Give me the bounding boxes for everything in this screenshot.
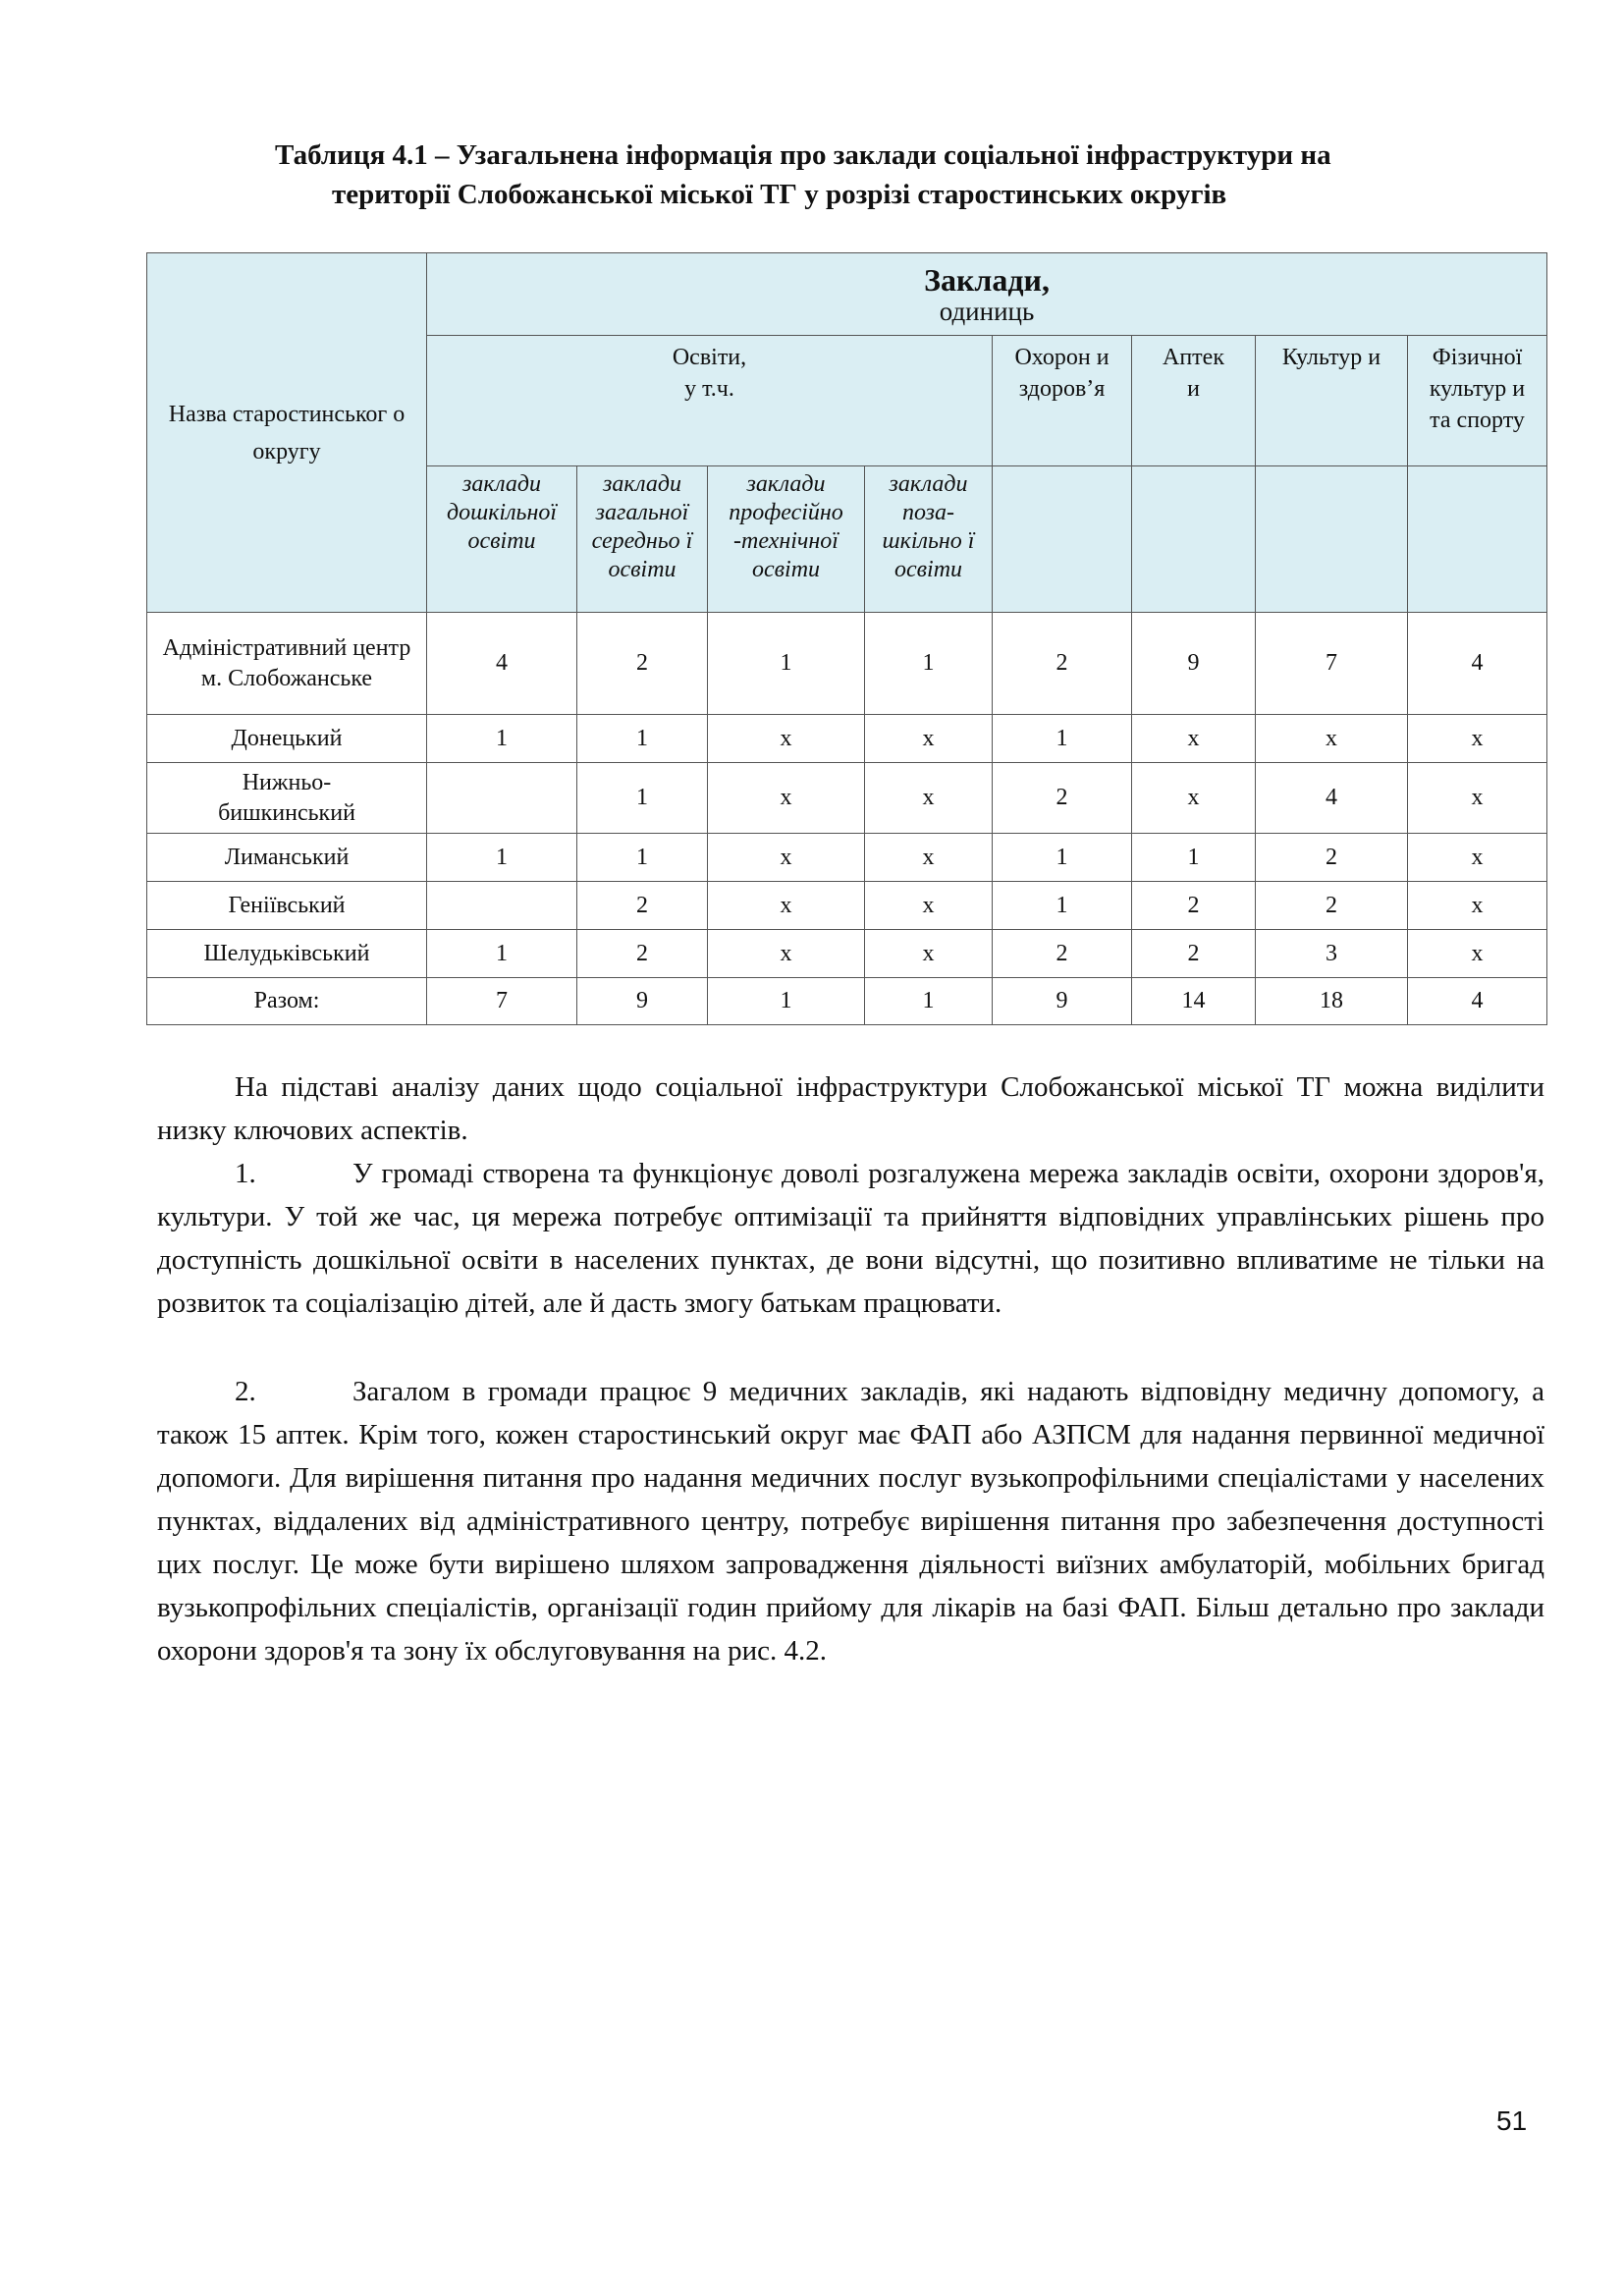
cell-pharmacies: 2 bbox=[1132, 882, 1256, 930]
cell-pharmacies: 9 bbox=[1132, 613, 1256, 715]
list-number: 2. bbox=[235, 1376, 256, 1407]
header-extracurricular-label: заклади поза-шкільно ї освіти bbox=[882, 471, 975, 582]
table-row bbox=[147, 930, 1547, 978]
cell-vocational: х bbox=[708, 715, 865, 763]
total-sport: 4 bbox=[1408, 978, 1547, 1025]
total-extracurricular: 1 bbox=[865, 978, 993, 1025]
cell-vocational: х bbox=[708, 882, 865, 930]
header-vocational-label: заклади професійно -технічної освіти bbox=[729, 471, 843, 582]
header-empty-cell bbox=[1256, 466, 1408, 613]
paragraph-item-1-text: У громаді створена та функціонує доволі розгалужена мережа закладів освіти, охорони здоров'я, культури. У той же час, ця мережа потребує оптимізації та прийняття відповідних управлінських рішень про доступність дошкільної освіти в населених пунктах, де вони відсутні, що позитивно впливатиме не тільки на розвиток та соціалізацію дітей, але й дасть змогу батькам працювати. bbox=[157, 1158, 1544, 1319]
table-row bbox=[147, 763, 1547, 834]
cell-healthcare: 2 bbox=[993, 763, 1132, 834]
table-row bbox=[147, 613, 1547, 715]
cell-extracurricular: х bbox=[865, 882, 993, 930]
cell-general-school: 2 bbox=[577, 882, 708, 930]
cell-sport: х bbox=[1408, 763, 1547, 834]
table-row bbox=[147, 882, 1547, 930]
cell-extracurricular: 1 bbox=[865, 613, 993, 715]
cell-preschool bbox=[427, 882, 577, 930]
cell-vocational: 1 bbox=[708, 613, 865, 715]
header-district-name-label: Назва старостинськог о округу bbox=[168, 401, 406, 465]
row-district-name bbox=[147, 613, 427, 715]
row-district-name: Лиманський bbox=[147, 834, 427, 882]
cell-sport: 4 bbox=[1408, 613, 1547, 715]
header-sport bbox=[1408, 336, 1547, 466]
cell-healthcare: 1 bbox=[993, 834, 1132, 882]
header-pharmacies bbox=[1132, 336, 1256, 466]
cell-general-school: 2 bbox=[577, 930, 708, 978]
cell-general-school: 1 bbox=[577, 763, 708, 834]
row-district-name bbox=[147, 763, 427, 834]
total-pharmacies: 14 bbox=[1132, 978, 1256, 1025]
header-general-school bbox=[577, 466, 708, 613]
cell-pharmacies: х bbox=[1132, 715, 1256, 763]
cell-vocational: х bbox=[708, 763, 865, 834]
header-district-name bbox=[147, 253, 427, 613]
infrastructure-table bbox=[146, 252, 1547, 1025]
cell-general-school: 1 bbox=[577, 715, 708, 763]
caption-line-2: території Слобожанської міської ТГ у розрізі старостинських округів bbox=[332, 179, 1227, 210]
cell-extracurricular: х bbox=[865, 930, 993, 978]
paragraph-intro: На підставі аналізу даних щодо соціальної інфраструктури Слобожанської міської ТГ можна виділити низку ключових аспектів. bbox=[157, 1071, 1544, 1146]
cell-culture: 2 bbox=[1256, 882, 1408, 930]
table-total-row bbox=[147, 978, 1547, 1025]
row-district-label: Нижньо-бишкинський bbox=[218, 769, 355, 826]
cell-preschool: 1 bbox=[427, 930, 577, 978]
header-healthcare-label: Охорон и здоров’я bbox=[1014, 345, 1110, 402]
cell-sport: х bbox=[1408, 930, 1547, 978]
cell-culture: 4 bbox=[1256, 763, 1408, 834]
cell-healthcare: 2 bbox=[993, 930, 1132, 978]
cell-general-school: 1 bbox=[577, 834, 708, 882]
header-pharmacies-label: Аптек и bbox=[1163, 345, 1224, 402]
header-institutions-label: Заклади, bbox=[924, 261, 1050, 298]
cell-general-school: 2 bbox=[577, 613, 708, 715]
header-empty-cell bbox=[993, 466, 1132, 613]
cell-preschool bbox=[427, 763, 577, 834]
header-education-label: Освіти, у т.ч. bbox=[672, 345, 747, 402]
page-number: 51 bbox=[1496, 2105, 1528, 2136]
cell-preschool: 1 bbox=[427, 834, 577, 882]
header-culture bbox=[1256, 336, 1408, 466]
caption-line-1: Таблиця 4.1 – Узагальнена інформація про заклади соціальної інфраструктури на bbox=[275, 139, 1331, 171]
cell-pharmacies: х bbox=[1132, 763, 1256, 834]
cell-extracurricular: х bbox=[865, 834, 993, 882]
total-label: Разом: bbox=[147, 978, 427, 1025]
row-district-name: Донецький bbox=[147, 715, 427, 763]
total-preschool: 7 bbox=[427, 978, 577, 1025]
row-district-name: Геніївський bbox=[147, 882, 427, 930]
cell-sport: х bbox=[1408, 834, 1547, 882]
list-number: 1. bbox=[235, 1158, 256, 1189]
cell-culture: 7 bbox=[1256, 613, 1408, 715]
header-institutions bbox=[427, 253, 1547, 336]
header-sport-label: Фізичної культур и та спорту bbox=[1429, 345, 1526, 433]
total-healthcare: 9 bbox=[993, 978, 1132, 1025]
cell-preschool: 4 bbox=[427, 613, 577, 715]
cell-extracurricular: х bbox=[865, 763, 993, 834]
header-empty-cell bbox=[1132, 466, 1256, 613]
cell-healthcare: 2 bbox=[993, 613, 1132, 715]
header-culture-label: Культур и bbox=[1281, 345, 1381, 370]
paragraph-item-2 bbox=[157, 1370, 1544, 1672]
cell-culture: 3 bbox=[1256, 930, 1408, 978]
cell-healthcare: 1 bbox=[993, 882, 1132, 930]
cell-culture: х bbox=[1256, 715, 1408, 763]
header-general-school-label: заклади загальної середньо ї освіти bbox=[591, 471, 693, 582]
cell-sport: х bbox=[1408, 715, 1547, 763]
header-preschool-label: заклади дошкільної освіти bbox=[446, 471, 558, 554]
cell-vocational: х bbox=[708, 930, 865, 978]
table-row bbox=[147, 715, 1547, 763]
total-general-school: 9 bbox=[577, 978, 708, 1025]
total-culture: 18 bbox=[1256, 978, 1408, 1025]
row-district-name: Шелудьківський bbox=[147, 930, 427, 978]
row-district-label: Адміністративний центр bbox=[162, 634, 411, 661]
cell-preschool: 1 bbox=[427, 715, 577, 763]
cell-pharmacies: 1 bbox=[1132, 834, 1256, 882]
header-empty-cell bbox=[1408, 466, 1547, 613]
cell-sport: х bbox=[1408, 882, 1547, 930]
header-extracurricular bbox=[865, 466, 993, 613]
paragraph-item-1 bbox=[157, 1152, 1544, 1325]
table-caption bbox=[147, 136, 1492, 214]
header-preschool bbox=[427, 466, 577, 613]
cell-vocational: х bbox=[708, 834, 865, 882]
row-district-sublabel: м. Слобожанське bbox=[200, 665, 373, 691]
cell-healthcare: 1 bbox=[993, 715, 1132, 763]
header-education bbox=[427, 336, 993, 466]
cell-pharmacies: 2 bbox=[1132, 930, 1256, 978]
cell-extracurricular: х bbox=[865, 715, 993, 763]
paragraph-item-2-text: Загалом в громади працює 9 медичних закладів, які надають відповідну медичну допомогу, а також 15 аптек. Крім того, кожен старостинський округ має ФАП або АЗПСМ для надання первинної медичної допомоги. Для вирішення питання про надання медичних послуг вузькопрофільними спеціалістами у населених пунктах, віддалених від адміністративного центру, потребує вирішення питання про забезпечення доступності цих послуг. Це може бути вирішено шляхом запровадження діяльності виїзних амбулаторій, мобільних бригад вузькопрофільних спеціалістів, організації годин прийому для лікарів на базі ФАП. Більш детально про заклади охорони здоров'я та зону їх обслуговування на рис. 4.2. bbox=[157, 1376, 1544, 1667]
table-row bbox=[147, 834, 1547, 882]
header-units-label: одиниць bbox=[939, 296, 1035, 326]
total-vocational: 1 bbox=[708, 978, 865, 1025]
header-healthcare bbox=[993, 336, 1132, 466]
cell-culture: 2 bbox=[1256, 834, 1408, 882]
header-vocational bbox=[708, 466, 865, 613]
